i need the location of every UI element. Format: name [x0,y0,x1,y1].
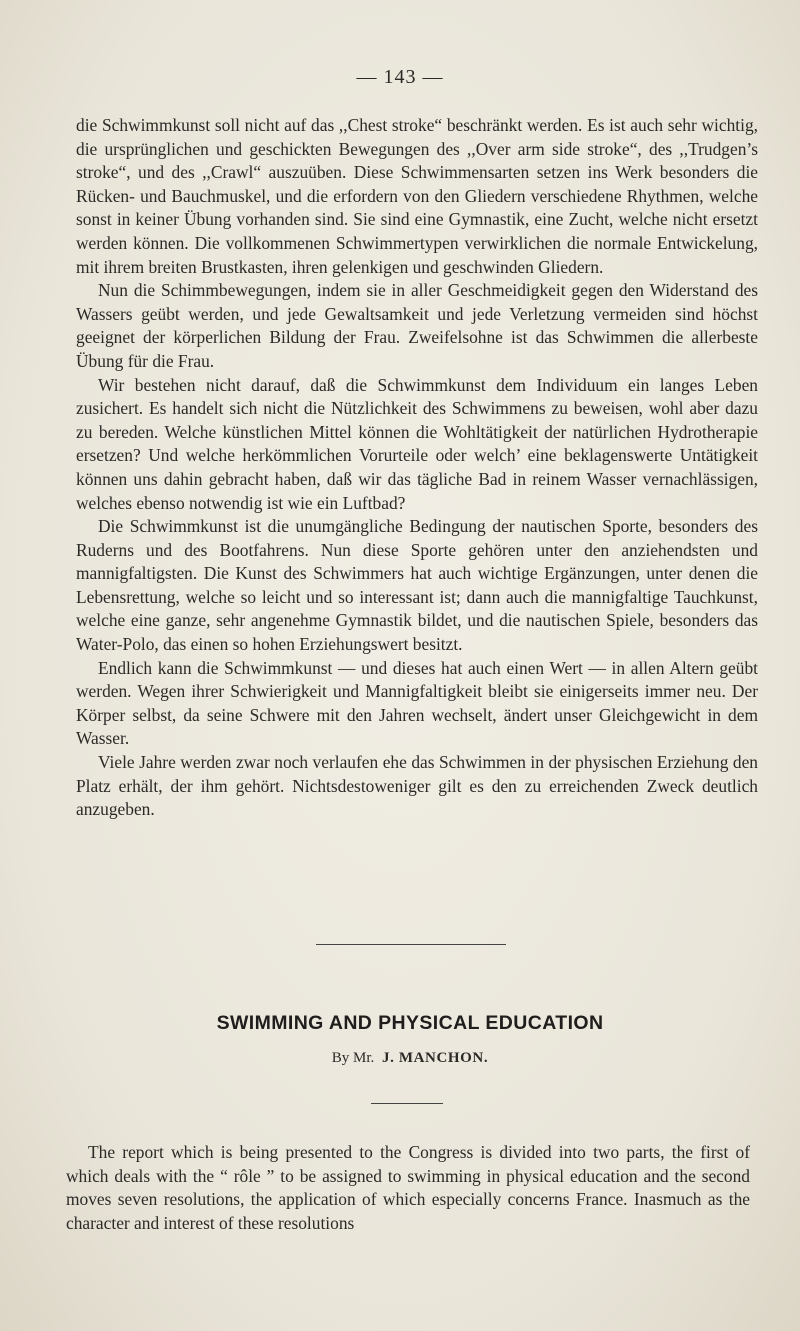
title-divider [371,1103,443,1104]
page-number: — 143 — [356,66,444,88]
paragraph-5: Endlich kann die Schwimmkunst — und dieses hat auch einen Wert — in allen Altern geübt werden. Wegen ihrer Schwierigkeit und Mannigfaltigkeit bleibt sie einigerseits immer neu. Der Körper selbst, da seine Schwere mit den Jahren wechselt, ändert unser Gleichgewicht in dem Wasser. [76,657,758,749]
paragraph-4: Die Schwimmkunst ist die unumgängliche Bedingung der nautischen Sporte, besonders des Ruderns und des Bootfahrens. Nun diese Sporte gehören unter den anziehendsten und mannigfaltigsten. Die Kunst des Schwimmers hat auch wichtige Ergänzungen, unter denen die Lebensrettung, welche so leicht und so interessant ist; dann auch die mannigfaltige Tauchkunst, welche eine ganze, sehr angenehme Gymnastik bildet, und die nautischen Spiele, besonders das Water-Polo, das einen so hohen Erziehungswert besitzt. [76,516,758,655]
byline-prefix: By Mr. [331,1050,375,1066]
intro-paragraph: The report which is being presented to the Congress is divided into two parts, the first of which deals with the “ rôle ” to be assigned to swimming in physical education and the second moves seven resolutions, the application of which especially concerns France. Inasmuch as the character and interest of these resolutions [66,1142,750,1233]
section-divider [316,944,506,945]
byline [0,1050,800,1067]
german-text-block [76,114,758,822]
author-name: J. MANCHON. [382,1050,489,1066]
paragraph-1: die Schwimmkunst soll nicht auf das ,,Chest stroke“ beschränkt werden. Es ist auch sehr wichtig, die ursprünglichen und geschickten Bewegungen des ,,Over arm side stroke“, des ,,Trudgen’s stroke“, und des ,,Crawl“ auszuüben. Diese Schwimmensarten setzen ins Werk besonders die Rücken- und Bauchmuskel, und die erfordern von den Gliedern verschiedene Rhythmen, welche sonst in keiner Übung vorhanden sind. Sie sind eine Gymnastik, eine Zucht, welche nicht ersetzt werden können. Die vollkommenen Schwimmertypen verwirklichen die normale Entwickelung, mit ihrem breiten Brustkasten, ihren gelenkigen und geschwinden Gliedern. [76,115,758,277]
paragraph-3: Wir bestehen nicht darauf, daß die Schwimmkunst dem Individuum ein langes Leben zusichert. Es handelt sich nicht die Nützlichkeit des Schwimmens zu beweisen, wohl aber dazu zu bereden. Welche künstlichen Mittel können die Wohltätigkeit der natürlichen Hydrotherapie ersetzen? Und welche herkömmlichen Vorurteile oder welch’ eine beklagenswerte Untätigkeit können uns dahin gebracht haben, daß wir das tägliche Bad in reinem Wasser vernachlässigen, welches ebenso notwendig ist wie ein Luftbad? [76,374,758,513]
paragraph-2: Nun die Schimmbewegungen, indem sie in aller Geschmeidigkeit gegen den Widerstand des Wassers geübt werden, und jede Gewaltsamkeit und jede Verletzung vermeiden sind höchst geeignet der körperlichen Bildung der Frau. Zweifelsohne ist das Schwimmen die allerbeste Übung für die Frau. [76,280,758,371]
article-title: SWIMMING AND PHYSICAL EDUCATION [216,1012,604,1034]
paragraph-6: Viele Jahre werden zwar noch verlaufen ehe das Schwimmen in der physischen Erziehung den Platz erhält, der ihm gehört. Nichtsdestoweniger gilt es den zu erreichenden Zweck deutlich anzugeben. [76,752,758,820]
english-text-block [66,1141,750,1235]
